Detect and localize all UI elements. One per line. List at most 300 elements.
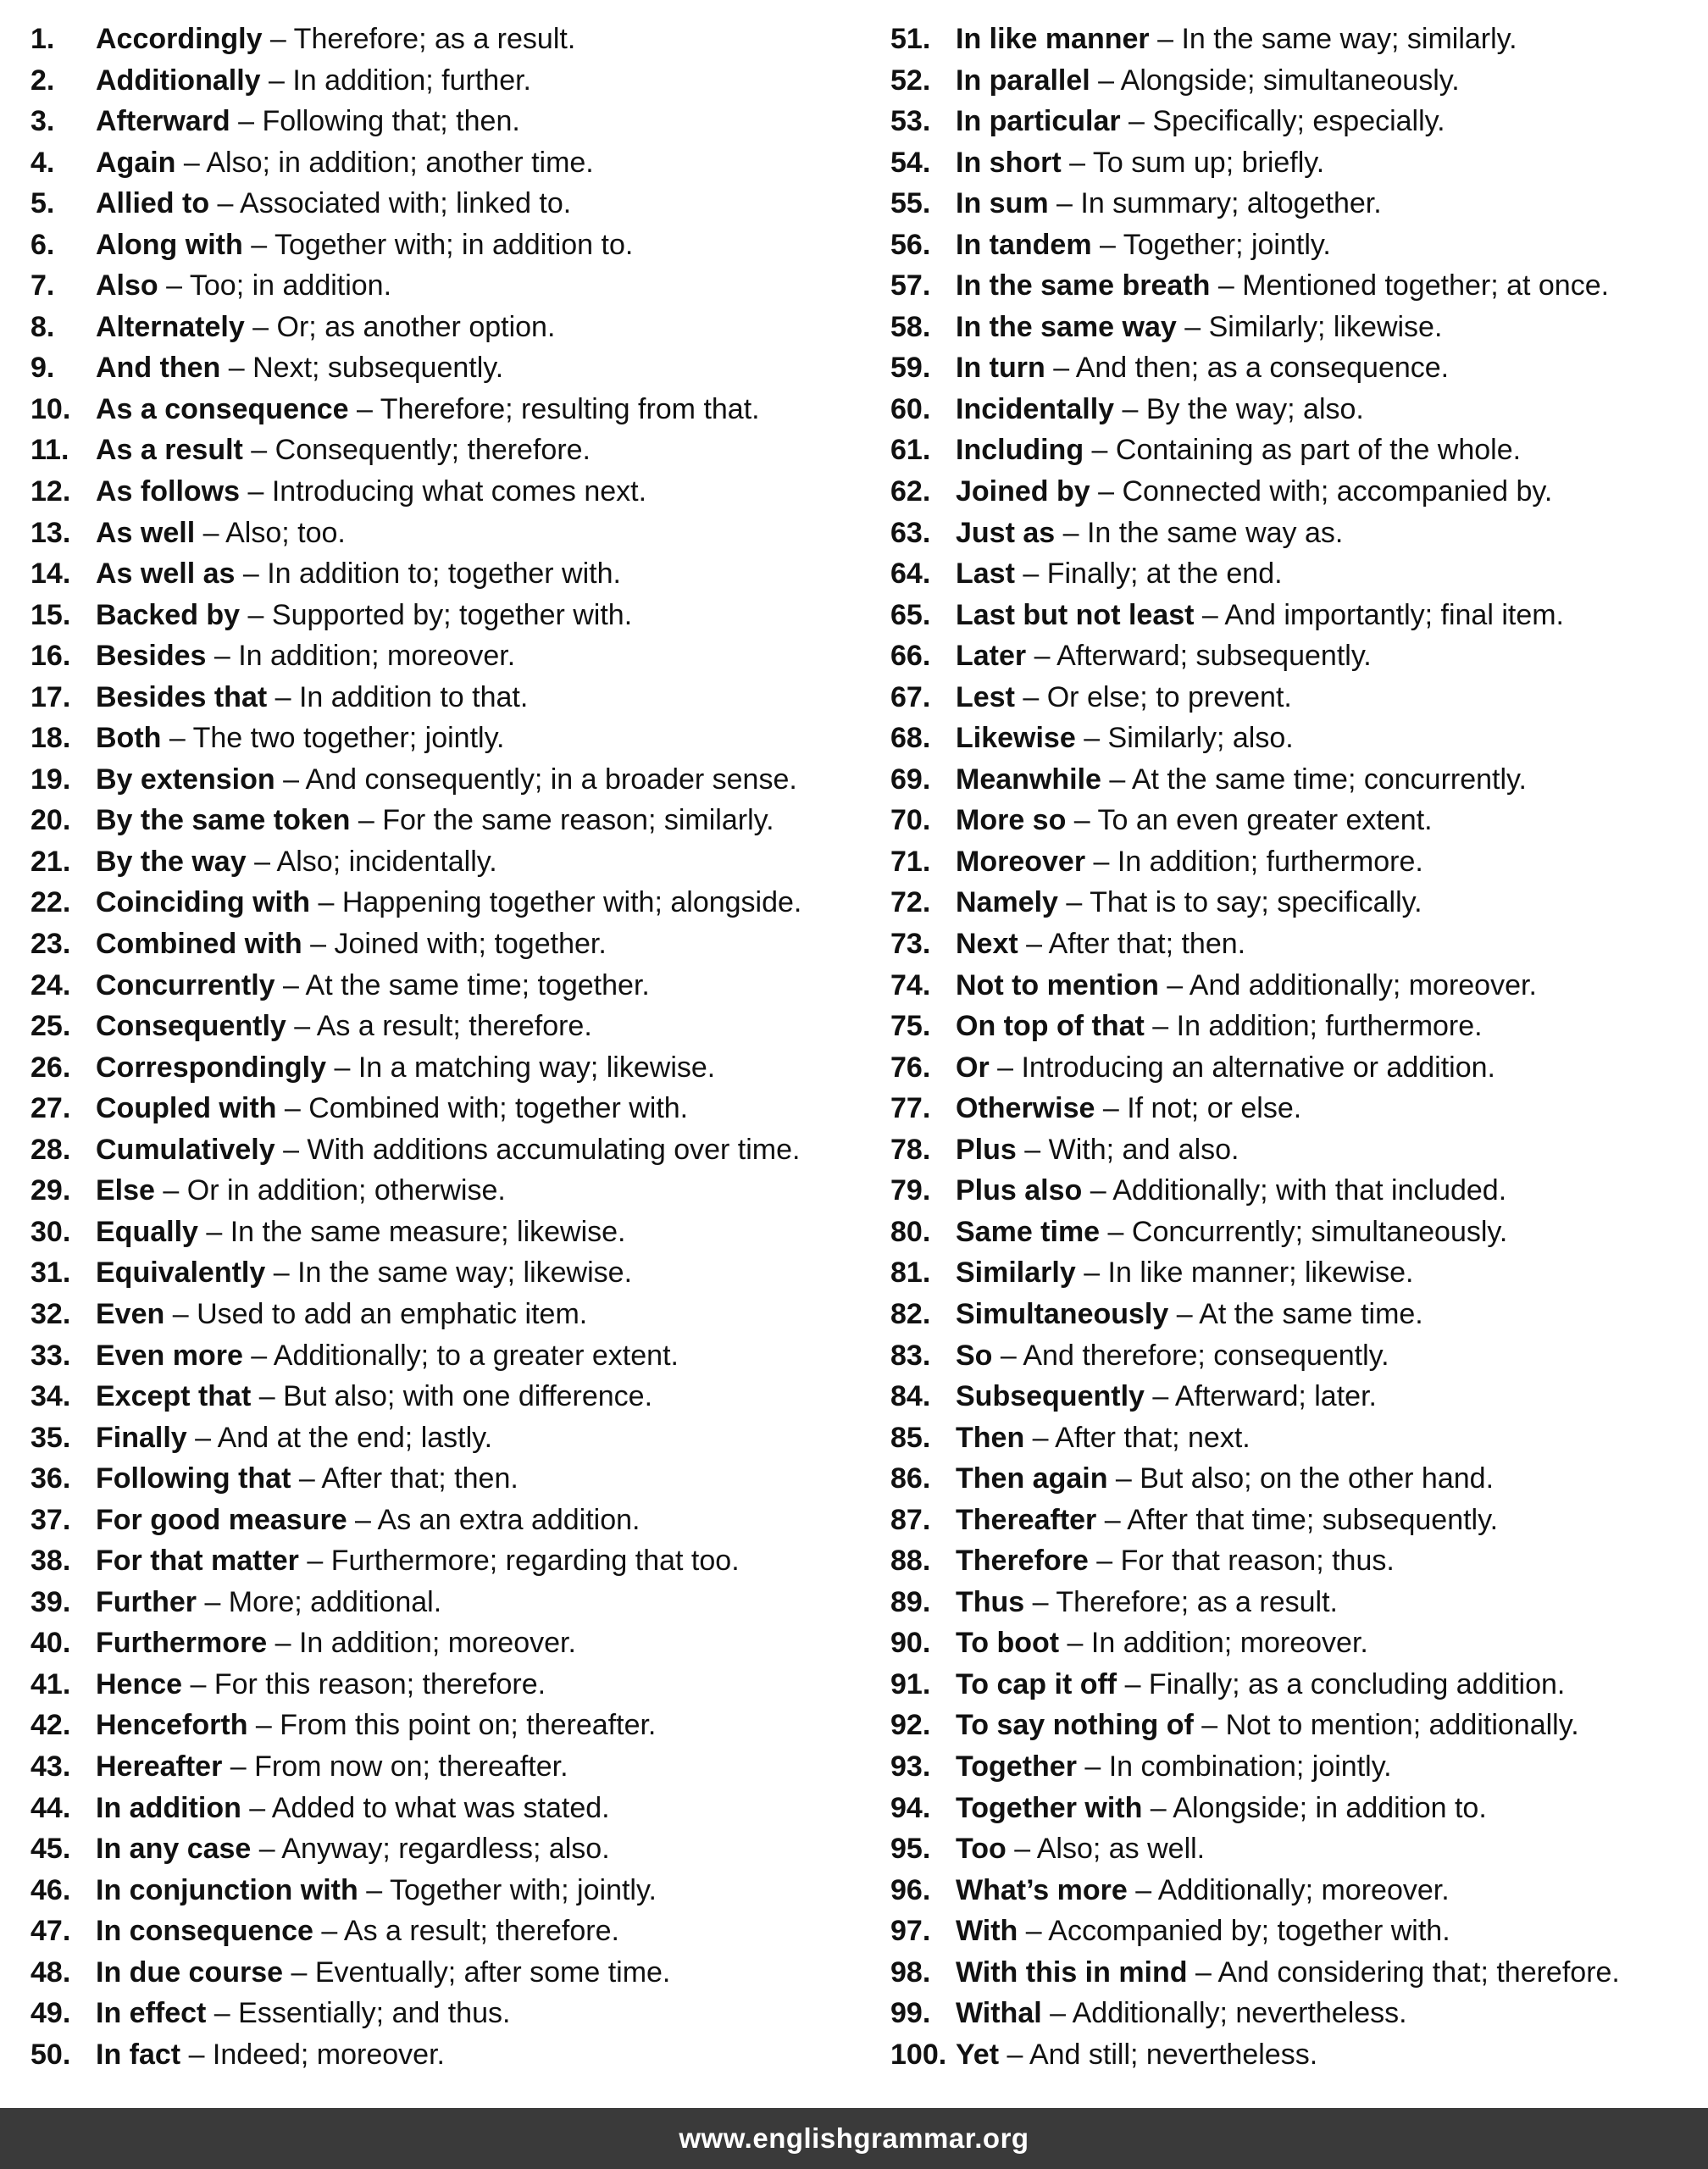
list-item (30, 1294, 869, 1335)
list-item (30, 1828, 869, 1870)
item-definition: – As a result; therefore. (286, 1010, 592, 1043)
item-number: 18. (30, 722, 71, 755)
item-definition: – And still; nevertheless. (999, 2038, 1318, 2071)
item-number: 58. (890, 310, 931, 343)
item-definition: – Specifically; especially. (1120, 105, 1445, 138)
item-definition: – Additionally; to a greater extent. (242, 1339, 679, 1372)
item-term: In tandem (956, 228, 1092, 261)
item-term: In the same breath (956, 269, 1211, 302)
item-definition: – But also; with one difference. (251, 1380, 653, 1413)
item-term: Next (956, 928, 1018, 961)
item-term: In parallel (956, 64, 1090, 97)
item-term: To cap it off (956, 1667, 1117, 1700)
item-number: 99. (890, 1997, 931, 2030)
item-number: 26. (30, 1051, 71, 1084)
item-term: Withal (956, 1997, 1042, 2030)
list-item (30, 225, 869, 266)
item-number: 95. (890, 1833, 931, 1866)
item-term: Equally (96, 1215, 198, 1248)
footer-website-link[interactable]: www.englishgrammar.org (679, 2122, 1029, 2154)
list-item (30, 1170, 869, 1212)
item-term: For good measure (96, 1503, 347, 1536)
item-definition: – Also; as well. (1006, 1833, 1206, 1866)
list-item (890, 882, 1695, 924)
item-definition: – As a result; therefore. (313, 1915, 619, 1948)
list-item (890, 1582, 1695, 1623)
item-number: 84. (890, 1380, 931, 1413)
item-number: 40. (30, 1627, 71, 1660)
item-term: In turn (956, 352, 1045, 385)
item-number: 29. (30, 1174, 71, 1207)
item-definition: – Added to what was stated. (241, 1791, 610, 1824)
list-item (890, 1828, 1695, 1870)
list-item (890, 1746, 1695, 1788)
item-definition: – In addition; furthermore. (1144, 1010, 1483, 1043)
item-number: 70. (890, 804, 931, 837)
item-definition: – Alongside; simultaneously. (1090, 64, 1460, 97)
item-term: In sum (956, 187, 1049, 220)
item-number: 48. (30, 1955, 71, 1989)
item-definition: – For the same reason; similarly. (350, 804, 774, 837)
item-definition: – At the same time; concurrently. (1101, 763, 1527, 796)
item-definition: – Introducing an alternative or addition. (989, 1051, 1495, 1084)
item-definition: – Next; subsequently. (220, 352, 504, 385)
item-definition: – Finally; as a concluding addition. (1117, 1667, 1566, 1700)
item-number: 14. (30, 558, 71, 591)
item-number: 50. (30, 2038, 71, 2071)
item-number: 23. (30, 928, 71, 961)
item-number: 76. (890, 1051, 931, 1084)
item-number: 33. (30, 1339, 71, 1372)
item-term: Likewise (956, 722, 1076, 755)
item-number: 10. (30, 392, 71, 425)
list-item (890, 225, 1695, 266)
item-term: Namely (956, 886, 1058, 919)
item-number: 60. (890, 392, 931, 425)
item-term: Together with (956, 1791, 1143, 1824)
list-item (890, 1212, 1695, 1253)
item-definition: – To sum up; briefly. (1061, 146, 1325, 179)
list-item (890, 635, 1695, 677)
item-term: Last but not least (956, 598, 1195, 631)
list-item (890, 1047, 1695, 1089)
item-term: Accordingly (96, 23, 263, 55)
item-definition: – With; and also. (1016, 1133, 1239, 1166)
list-item (30, 307, 869, 348)
item-term: Even more (96, 1339, 243, 1372)
item-term: Hereafter (96, 1750, 223, 1783)
item-number: 81. (890, 1256, 931, 1290)
item-definition: – After that; then. (291, 1462, 518, 1495)
item-term: Henceforth (96, 1709, 248, 1742)
item-definition: – Or; as another option. (244, 310, 556, 343)
item-term: As follows (96, 475, 241, 508)
item-term: Similarly (956, 1256, 1076, 1290)
item-term: Backed by (96, 598, 241, 631)
list-item (890, 1252, 1695, 1294)
item-number: 83. (890, 1339, 931, 1372)
item-definition: – And then; as a consequence. (1045, 352, 1450, 385)
item-definition: – More; additional. (197, 1585, 442, 1618)
list-item (890, 1993, 1695, 2034)
item-number: 41. (30, 1667, 71, 1700)
item-term: Coupled with (96, 1092, 277, 1125)
list-item (30, 1664, 869, 1706)
item-term: Allied to (96, 187, 210, 220)
item-number: 62. (890, 475, 931, 508)
item-number: 13. (30, 516, 71, 549)
item-definition: – Happening together with; alongside. (310, 886, 802, 919)
item-term: As well (96, 516, 196, 549)
item-definition: – To an even greater extent. (1066, 804, 1433, 837)
item-definition: – But also; on the other hand. (1107, 1462, 1494, 1495)
list-item (30, 1252, 869, 1294)
item-number: 20. (30, 804, 71, 837)
item-term: By the same token (96, 804, 351, 837)
item-definition: – And therefore; consequently. (992, 1339, 1389, 1372)
list-item (30, 553, 869, 595)
item-definition: – And at the end; lastly. (186, 1421, 493, 1454)
item-term: By the way (96, 845, 247, 878)
item-definition: – Therefore; as a result. (1024, 1585, 1339, 1618)
item-term: In due course (96, 1955, 284, 1989)
item-term: What’s more (956, 1873, 1128, 1906)
list-item (30, 2034, 869, 2076)
item-term: More so (956, 804, 1067, 837)
item-number: 12. (30, 475, 71, 508)
item-definition: – At the same time; together. (274, 968, 650, 1001)
item-definition: – That is to say; specifically. (1057, 886, 1422, 919)
list-item (890, 1911, 1695, 1952)
item-number: 49. (30, 1997, 71, 2030)
item-number: 1. (30, 23, 55, 55)
item-definition: – Or else; to prevent. (1014, 680, 1292, 713)
item-number: 93. (890, 1750, 931, 1783)
item-number: 53. (890, 105, 931, 138)
item-definition: – From now on; thereafter. (222, 1750, 568, 1783)
item-definition: – And consequently; in a broader sense. (274, 763, 797, 796)
item-term: Afterward (96, 105, 230, 138)
item-definition: – After that; then. (1018, 928, 1246, 961)
list-item (30, 677, 869, 718)
item-term: Hence (96, 1667, 183, 1700)
item-term: Then (956, 1421, 1025, 1454)
item-definition: – In the same way; likewise. (265, 1256, 633, 1290)
list-item (30, 635, 869, 677)
item-term: As a consequence (96, 392, 349, 425)
list-item (30, 19, 869, 60)
item-term: Plus also (956, 1174, 1083, 1207)
item-term: Equivalently (96, 1256, 266, 1290)
list-item (30, 1129, 869, 1171)
item-definition: – Finally; at the end. (1014, 558, 1283, 591)
list-item (890, 1335, 1695, 1377)
list-item (890, 1500, 1695, 1541)
item-term: In like manner (956, 23, 1150, 55)
list-item (890, 1952, 1695, 1994)
item-definition: – Together; jointly. (1091, 228, 1331, 261)
item-term: To boot (956, 1627, 1060, 1660)
list-item (890, 430, 1695, 471)
item-term: So (956, 1339, 993, 1372)
item-term: Therefore (956, 1545, 1089, 1578)
item-term: Concurrently (96, 968, 275, 1001)
item-term: In addition (96, 1791, 241, 1824)
item-definition: – Consequently; therefore. (242, 434, 591, 467)
item-number: 2. (30, 64, 55, 97)
item-term: Else (96, 1174, 155, 1207)
list-item (30, 1500, 869, 1541)
item-term: Along with (96, 228, 243, 261)
item-term: Except that (96, 1380, 252, 1413)
item-definition: – As an extra addition. (347, 1503, 640, 1536)
item-number: 38. (30, 1545, 71, 1578)
list-item (30, 800, 869, 841)
list-item (30, 183, 869, 225)
item-definition: – In addition; furthermore. (1085, 845, 1423, 878)
item-definition: – Essentially; and thus. (206, 1997, 511, 2030)
item-number: 73. (890, 928, 931, 961)
item-definition: – Introducing what comes next. (240, 475, 647, 508)
list-item (890, 1788, 1695, 1829)
list-item (30, 882, 869, 924)
item-term: Not to mention (956, 968, 1159, 1001)
item-number: 75. (890, 1010, 931, 1043)
list-item (890, 1540, 1695, 1582)
list-item (890, 19, 1695, 60)
item-number: 34. (30, 1380, 71, 1413)
list-item (890, 101, 1695, 142)
item-term: In consequence (96, 1915, 313, 1948)
item-definition: – After that; next. (1024, 1421, 1250, 1454)
item-definition: – Alongside; in addition to. (1142, 1791, 1487, 1824)
list-item (30, 1870, 869, 1911)
item-number: 30. (30, 1215, 71, 1248)
item-term: Additionally (96, 64, 261, 97)
item-definition: – Or in addition; otherwise. (154, 1174, 506, 1207)
item-number: 19. (30, 763, 71, 796)
item-term: Later (956, 640, 1027, 673)
item-number: 43. (30, 1750, 71, 1783)
list-item (30, 1911, 869, 1952)
item-term: Together (956, 1750, 1077, 1783)
list-item (30, 1540, 869, 1582)
item-term: Just as (956, 516, 1056, 549)
item-number: 68. (890, 722, 931, 755)
item-number: 54. (890, 146, 931, 179)
item-number: 96. (890, 1873, 931, 1906)
list-item (30, 1582, 869, 1623)
item-term: Incidentally (956, 392, 1115, 425)
item-number: 97. (890, 1915, 931, 1948)
item-term: Again (96, 146, 176, 179)
item-term: Thus (956, 1585, 1025, 1618)
list-item (30, 1788, 869, 1829)
list-item (30, 1993, 869, 2034)
item-term: Correspondingly (96, 1051, 327, 1084)
list-item (30, 924, 869, 965)
item-term: For that matter (96, 1545, 299, 1578)
item-definition: – Eventually; after some time. (283, 1955, 671, 1989)
item-definition: – Furthermore; regarding that too. (298, 1545, 740, 1578)
item-number: 6. (30, 228, 55, 261)
item-definition: – The two together; jointly. (161, 722, 505, 755)
list-item (890, 1623, 1695, 1664)
list-item (890, 1129, 1695, 1171)
list-item (30, 430, 869, 471)
list-item (890, 1376, 1695, 1417)
list-item (30, 1623, 869, 1664)
list-item (890, 2034, 1695, 2076)
list-item (30, 1417, 869, 1459)
item-term: In particular (956, 105, 1121, 138)
item-number: 15. (30, 598, 71, 631)
list-item (890, 347, 1695, 389)
item-definition: – Also; incidentally. (246, 845, 497, 878)
item-term: Coinciding with (96, 886, 311, 919)
item-definition: – In addition to; together with. (235, 558, 621, 591)
right-column-list (890, 19, 1695, 2075)
item-definition: – Also; too. (195, 516, 346, 549)
item-number: 46. (30, 1873, 71, 1906)
item-number: 24. (30, 968, 71, 1001)
item-number: 69. (890, 763, 931, 796)
item-number: 31. (30, 1256, 71, 1290)
item-definition: – In the same way; similarly. (1149, 23, 1517, 55)
item-number: 100. (890, 2038, 947, 2071)
item-definition: – In the same way as. (1055, 516, 1344, 549)
item-definition: – Too; in addition. (158, 269, 392, 302)
item-term: Further (96, 1585, 197, 1618)
item-number: 79. (890, 1174, 931, 1207)
list-item (30, 1088, 869, 1129)
item-term: And then (96, 352, 221, 385)
item-definition: – Additionally; with that included. (1082, 1174, 1507, 1207)
item-term: Furthermore (96, 1627, 268, 1660)
item-number: 44. (30, 1791, 71, 1824)
item-definition: – In addition to that. (267, 680, 529, 713)
item-number: 77. (890, 1092, 931, 1125)
list-item (890, 1294, 1695, 1335)
list-item (890, 142, 1695, 184)
item-term: Then again (956, 1462, 1108, 1495)
list-item (890, 183, 1695, 225)
list-item (30, 347, 869, 389)
item-definition: – Containing as part of the whole. (1084, 434, 1522, 467)
item-definition: – In addition; moreover. (267, 1627, 576, 1660)
item-definition: – Not to mention; additionally. (1193, 1709, 1579, 1742)
item-term: Combined with (96, 928, 302, 961)
item-number: 5. (30, 187, 55, 220)
list-item (890, 513, 1695, 554)
item-definition: – Therefore; as a result. (262, 23, 576, 55)
item-definition: – Indeed; moreover. (180, 2038, 445, 2071)
item-number: 4. (30, 146, 55, 179)
item-definition: – In addition; moreover. (206, 640, 516, 673)
item-definition: – Afterward; subsequently. (1026, 640, 1372, 673)
item-definition: – Following that; then. (230, 105, 520, 138)
item-number: 89. (890, 1585, 931, 1618)
item-term: Or (956, 1051, 990, 1084)
list-item (30, 1376, 869, 1417)
item-number: 35. (30, 1421, 71, 1454)
item-term: With (956, 1915, 1018, 1948)
list-item (30, 1006, 869, 1047)
item-term: To say nothing of (956, 1709, 1194, 1742)
item-number: 78. (890, 1133, 931, 1166)
item-number: 37. (30, 1503, 71, 1536)
item-definition: – Similarly; likewise. (1176, 310, 1443, 343)
item-term: As well as (96, 558, 236, 591)
item-term: Besides that (96, 680, 268, 713)
item-number: 28. (30, 1133, 71, 1166)
item-term: Too (956, 1833, 1006, 1866)
item-number: 17. (30, 680, 71, 713)
item-number: 86. (890, 1462, 931, 1495)
item-number: 90. (890, 1627, 931, 1660)
item-number: 71. (890, 845, 931, 878)
list-item (890, 1870, 1695, 1911)
item-definition: – Similarly; also. (1075, 722, 1294, 755)
list-item (890, 677, 1695, 718)
item-number: 92. (890, 1709, 931, 1742)
list-item (890, 1170, 1695, 1212)
item-number: 32. (30, 1297, 71, 1330)
list-item (890, 1458, 1695, 1500)
list-item (30, 513, 869, 554)
item-term: On top of that (956, 1010, 1145, 1043)
item-definition: – Supported by; together with. (240, 598, 633, 631)
item-number: 39. (30, 1585, 71, 1618)
item-term: Even (96, 1297, 165, 1330)
item-number: 21. (30, 845, 71, 878)
list-item (890, 60, 1695, 102)
item-definition: – And importantly; final item. (1194, 598, 1565, 631)
left-column-list (30, 19, 869, 2075)
list-item (890, 389, 1695, 430)
list-item (890, 965, 1695, 1007)
item-definition: – In the same measure; likewise. (197, 1215, 626, 1248)
item-definition: – Additionally; nevertheless. (1041, 1997, 1407, 2030)
item-term: Joined by (956, 475, 1090, 508)
item-number: 87. (890, 1503, 931, 1536)
item-number: 56. (890, 228, 931, 261)
list-item (890, 1088, 1695, 1129)
list-item (890, 1006, 1695, 1047)
item-definition: – In a matching way; likewise. (326, 1051, 716, 1084)
list-item (890, 924, 1695, 965)
item-term: Both (96, 722, 162, 755)
item-definition: – Mentioned together; at once. (1210, 269, 1610, 302)
item-definition: – In combination; jointly. (1076, 1750, 1392, 1783)
list-item (890, 1664, 1695, 1706)
item-number: 74. (890, 968, 931, 1001)
item-number: 80. (890, 1215, 931, 1248)
item-number: 66. (890, 640, 931, 673)
item-term: As a result (96, 434, 243, 467)
list-item (30, 718, 869, 759)
item-number: 57. (890, 269, 931, 302)
item-number: 7. (30, 269, 55, 302)
item-number: 25. (30, 1010, 71, 1043)
item-definition: – Associated with; linked to. (209, 187, 572, 220)
list-item (30, 1212, 869, 1253)
list-item (30, 841, 869, 883)
item-definition: – With additions accumulating over time. (274, 1133, 801, 1166)
item-definition: – Accompanied by; together with. (1018, 1915, 1450, 1948)
list-item (890, 800, 1695, 841)
item-term: By extension (96, 763, 275, 796)
